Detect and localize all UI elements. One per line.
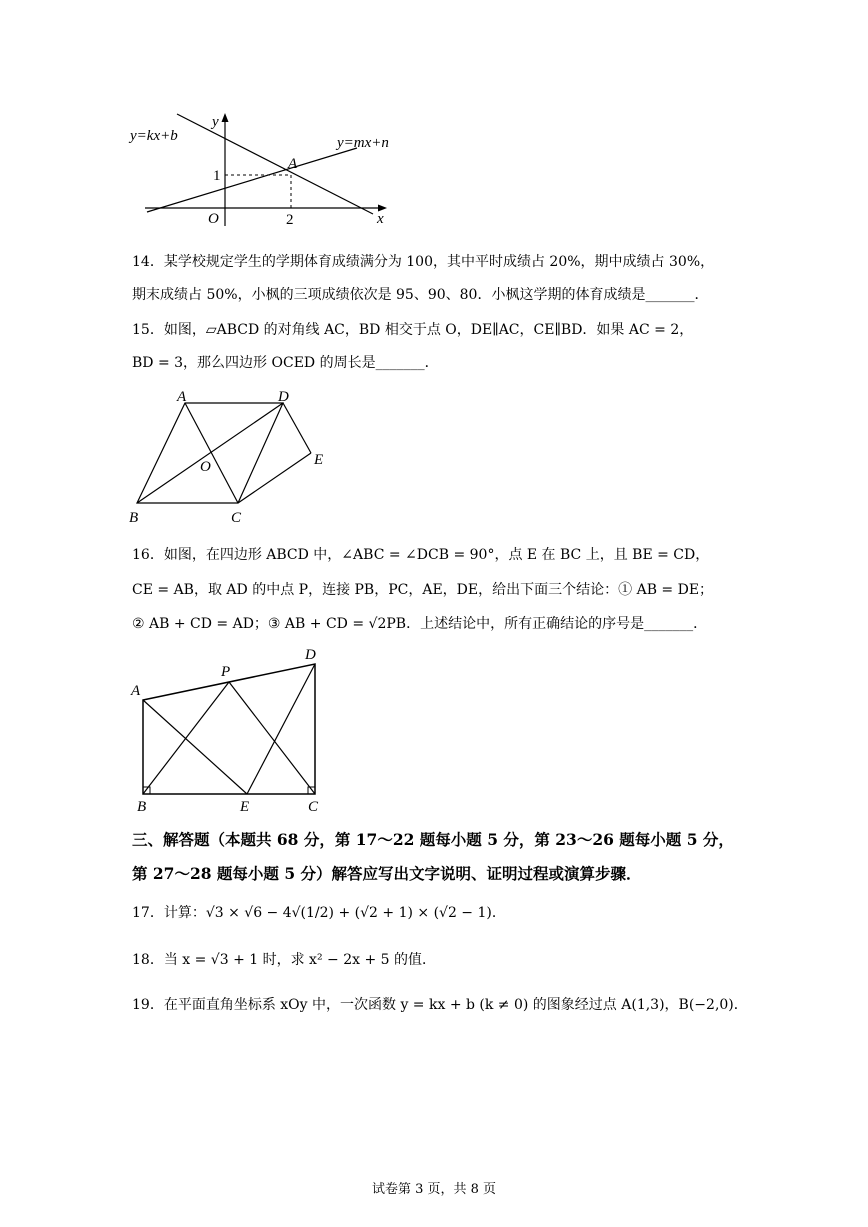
page-footer: 试卷第 3 页，共 8 页: [371, 1182, 497, 1197]
label-point-e: E: [240, 799, 250, 815]
label-vertex-d: D: [278, 389, 289, 405]
question-16-line-3: ② AB + CD = AD；③ AB + CD = √2PB．上述结论中，所有正确结论的序号是_______．: [132, 616, 708, 632]
question-14-line-2: 期末成绩占 50%，小枫的三项成绩依次是 95、90、80．小枫这学期的体育成绩是_______．: [132, 287, 709, 303]
question-15-line-2: BD = 3，那么四边形 OCED 的周长是_______．: [132, 355, 439, 371]
question-15-line-1: 15．如图，▱ABCD 的对角线 AC，BD 相交于点 O，DE∥AC，CE∥BD．如果 AC = 2，: [132, 322, 694, 338]
quadrilateral-figure: [125, 642, 340, 817]
label-point-a: A: [288, 156, 298, 172]
question-18: 18．当 x = √3 + 1 时，求 x² − 2x + 5 的值．: [132, 952, 436, 968]
label-vertex-c: C: [308, 799, 319, 815]
label-vertex-a: A: [131, 683, 141, 699]
label-vertex-d: D: [305, 647, 316, 663]
label-axis-x: x: [377, 211, 384, 227]
line-graph-figure: [125, 108, 405, 228]
question-17: 17．计算：√3 × √6 − 4√(1/2) + (√2 + 1) × (√2 − 1)．: [132, 905, 506, 921]
label-vertex-b: B: [129, 510, 139, 526]
question-16-line-2: CE = AB，取 AD 的中点 P，连接 PB，PC，AE，DE，给出下面三个结论：① AB = DE；: [132, 582, 714, 598]
label-line-mx-n: y=mx+n: [337, 135, 389, 151]
label-midpoint-p: P: [221, 664, 231, 680]
question-16-line-1: 16．如图，在四边形 ABCD 中，∠ABC = ∠DCB = 90°，点 E 在 BC 上，且 BE = CD，: [132, 547, 710, 563]
label-vertex-c: C: [231, 510, 242, 526]
label-axis-y: y: [212, 114, 219, 130]
question-19: 19．在平面直角坐标系 xOy 中，一次函数 y = kx + b (k ≠ 0) 的图象经过点 A(1,3)，B(−2,0)．: [132, 997, 748, 1013]
label-line-kx-b: y=kx+b: [130, 128, 178, 144]
parallelogram-figure: [125, 385, 340, 530]
label-tick-y-1: 1: [213, 168, 221, 184]
label-center-o: O: [200, 459, 211, 475]
section-3-heading-line-1: 三、解答题（本题共 68 分，第 17～22 题每小题 5 分，第 23～26 题每小题 5 分，: [132, 830, 734, 849]
section-3-heading-line-2: 第 27～28 题每小题 5 分）解答应写出文字说明、证明过程或演算步骤．: [132, 864, 642, 883]
label-vertex-e: E: [314, 452, 324, 468]
label-origin: O: [208, 211, 219, 227]
label-vertex-a: A: [177, 389, 187, 405]
label-tick-x-2: 2: [286, 212, 294, 228]
question-14-line-1: 14．某学校规定学生的学期体育成绩满分为 100，其中平时成绩占 20%，期中成绩占 30%，: [132, 254, 715, 270]
label-vertex-b: B: [137, 799, 147, 815]
